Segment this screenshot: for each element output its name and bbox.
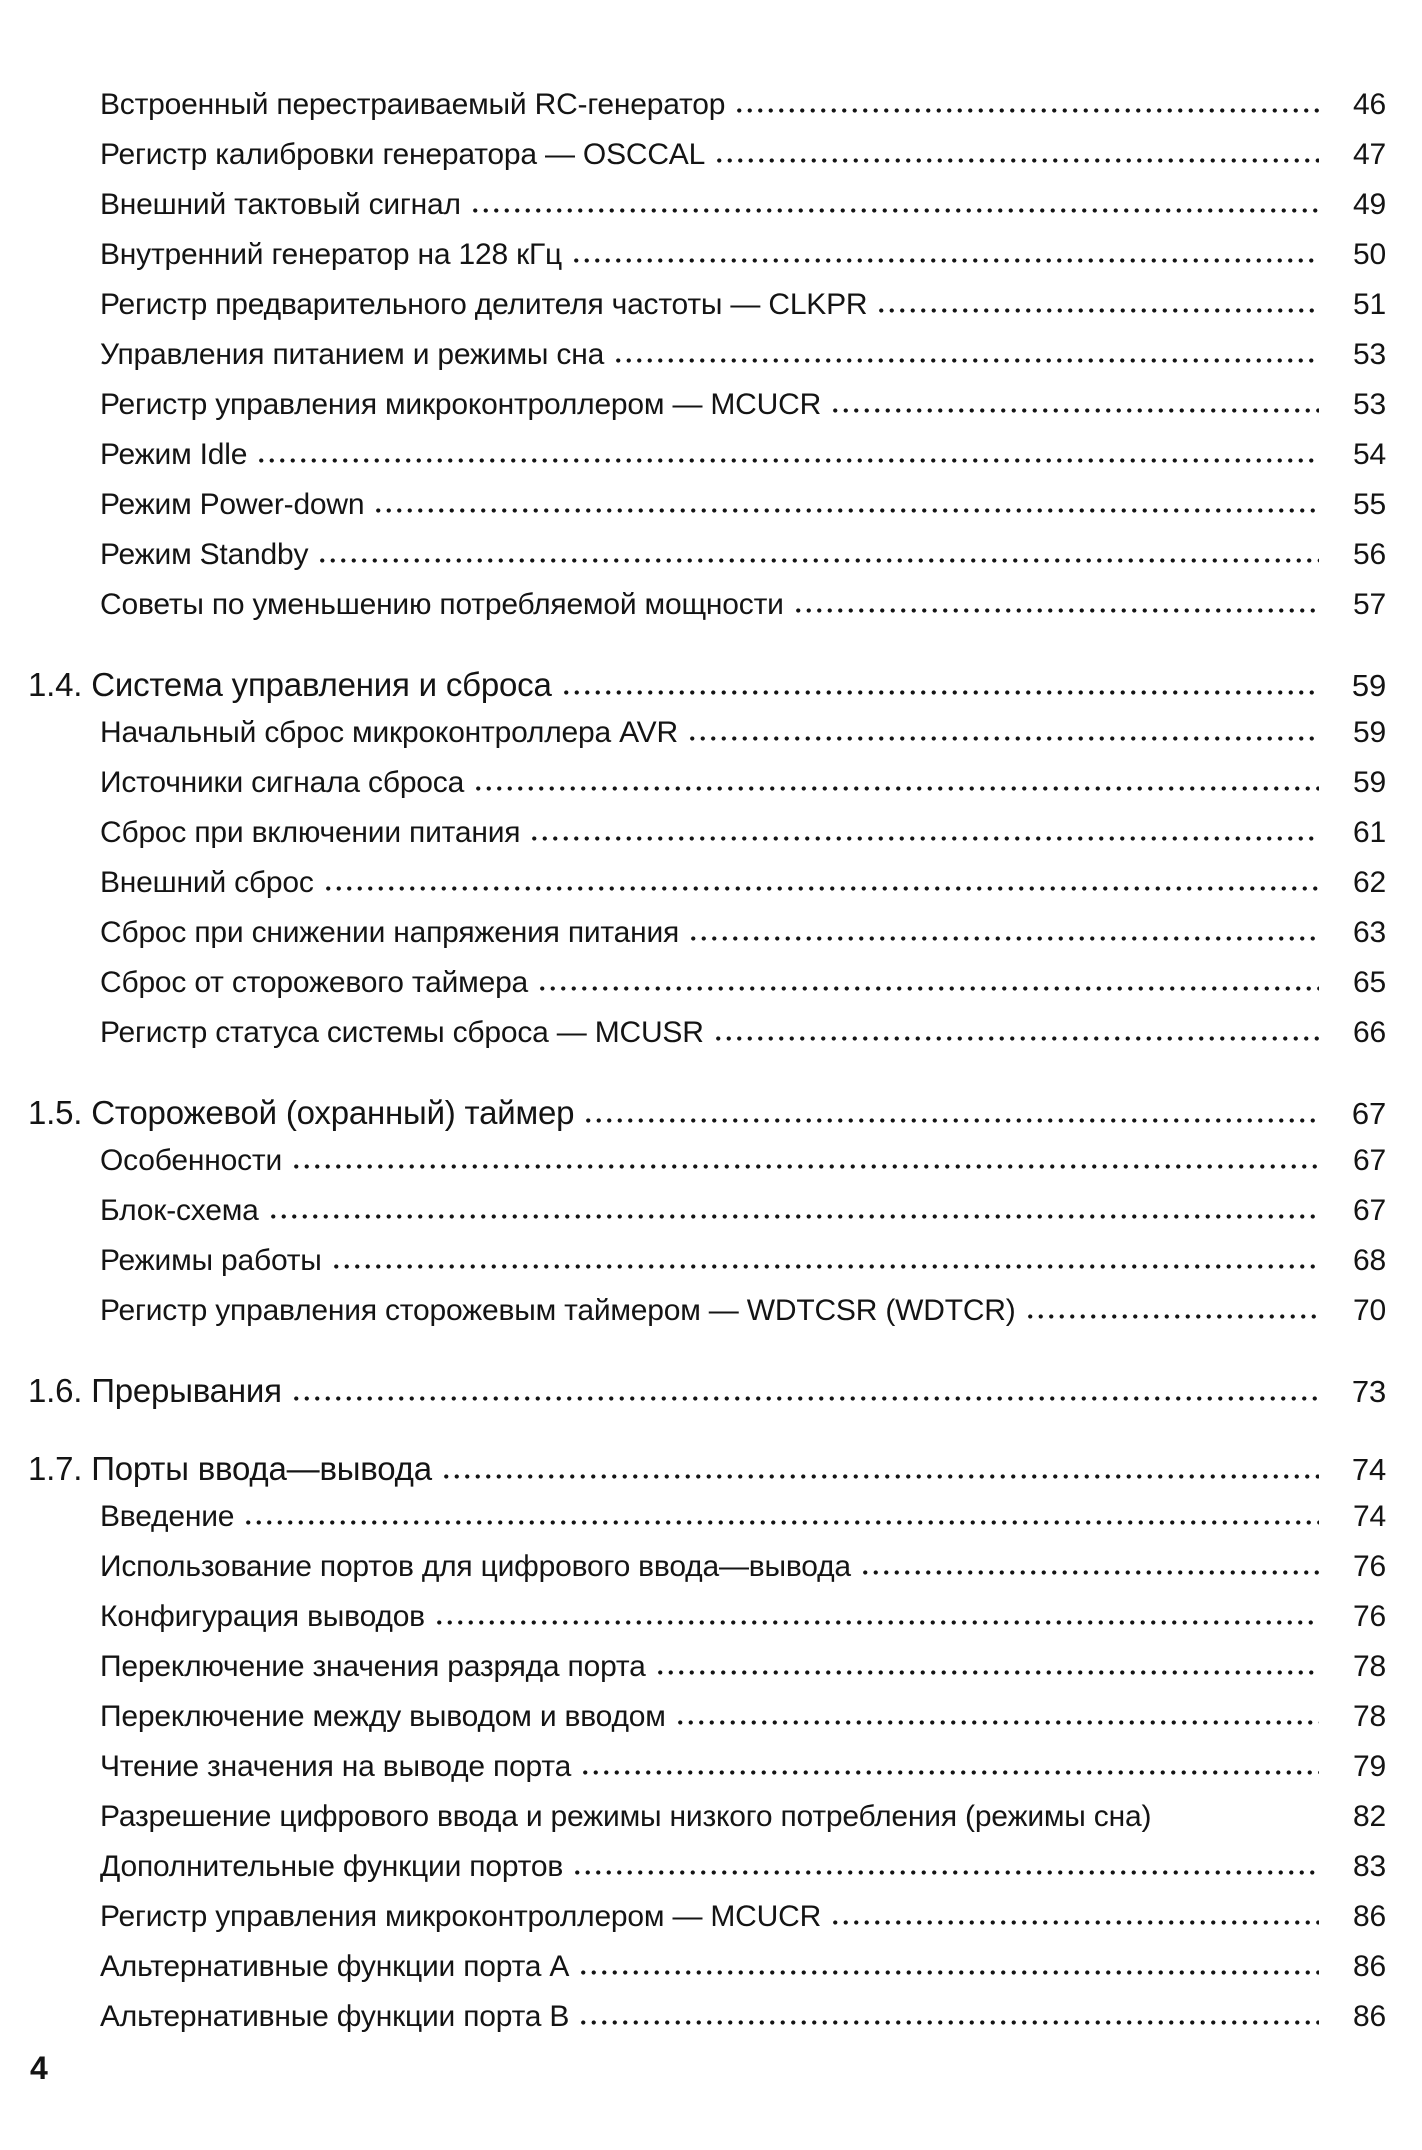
toc-entry xyxy=(0,1294,1386,1344)
toc-entry-page: 76 xyxy=(1353,1600,1386,1633)
toc-entry xyxy=(0,538,1386,588)
dot-leader xyxy=(830,1919,1319,1926)
toc-entry-page: 51 xyxy=(1353,288,1386,321)
toc-entry-page: 53 xyxy=(1353,388,1386,421)
toc-entry-page: 61 xyxy=(1353,816,1386,849)
toc-section-heading xyxy=(0,1372,1386,1422)
toc-entry-page: 78 xyxy=(1353,1700,1386,1733)
toc-entry-page: 47 xyxy=(1353,138,1386,171)
toc-section-heading xyxy=(0,1450,1386,1500)
dot-leader xyxy=(688,935,1319,942)
toc-entry-page: 82 xyxy=(1353,1800,1386,1833)
toc-entry-page: 67 xyxy=(1353,1194,1386,1227)
toc-entry-page: 67 xyxy=(1353,1144,1386,1177)
toc-entry-page: 56 xyxy=(1353,538,1386,571)
toc-entry-label: Альтернативные функции порта В xyxy=(100,2000,570,2033)
toc-section-heading xyxy=(0,1094,1386,1144)
dot-leader xyxy=(561,689,1319,696)
toc-entry-label: Внешний тактовый сигнал xyxy=(100,188,461,221)
toc-entry-page: 67 xyxy=(1351,1096,1386,1131)
toc-entry-page: 55 xyxy=(1353,488,1386,521)
dot-leader xyxy=(268,1213,1319,1220)
dot-leader xyxy=(687,735,1319,742)
page-number-footer: 4 xyxy=(30,2050,48,2086)
toc-section-heading xyxy=(0,666,1386,716)
dot-leader xyxy=(323,885,1319,892)
toc-entry xyxy=(0,1016,1386,1066)
toc-entry-label: Режим Idle xyxy=(100,438,248,471)
dot-leader xyxy=(1025,1313,1319,1320)
toc-entry-page: 46 xyxy=(1353,88,1386,121)
toc-entry-label: Введение xyxy=(100,1500,235,1533)
dot-leader xyxy=(583,1117,1319,1124)
toc-entry xyxy=(0,2000,1386,2050)
toc-entry xyxy=(0,1550,1386,1600)
toc-entry-page: 86 xyxy=(1353,1950,1386,1983)
dot-leader xyxy=(291,1163,1319,1170)
dot-leader xyxy=(793,607,1319,614)
toc-entry xyxy=(0,816,1386,866)
dot-leader xyxy=(675,1719,1319,1726)
toc-entry-page: 62 xyxy=(1353,866,1386,899)
dot-leader xyxy=(714,157,1319,164)
dot-leader xyxy=(876,307,1319,314)
toc-entry-label: Сброс от сторожевого таймера xyxy=(100,966,529,999)
toc-entry-page: 86 xyxy=(1353,1900,1386,1933)
toc-entry-label: Чтение значения на выводе порта xyxy=(100,1750,572,1783)
dot-leader xyxy=(1155,1819,1324,1826)
toc-entry-page: 83 xyxy=(1353,1850,1386,1883)
toc-entry-label: Альтернативные функции порта А xyxy=(100,1950,570,1983)
toc-entry-label: Советы по уменьшению потребляемой мощности xyxy=(100,588,784,621)
toc-entry xyxy=(0,88,1386,138)
toc-entry-label: Встроенный перестраиваемый RC-генератор xyxy=(100,88,726,121)
dot-leader xyxy=(860,1569,1319,1576)
toc-entry-page: 73 xyxy=(1351,1374,1386,1409)
toc-entry-label: 1.7. Порты ввода—вывода xyxy=(28,1450,432,1487)
toc-entry-page: 63 xyxy=(1353,916,1386,949)
toc-entry xyxy=(0,1650,1386,1700)
toc-entry-label: Регистр управления микроконтроллером — MCUCR xyxy=(100,388,822,421)
toc-entry-label: Регистр предварительного делителя частоты — CLKPR xyxy=(100,288,868,321)
toc-entry xyxy=(0,1750,1386,1800)
dot-leader xyxy=(331,1263,1319,1270)
toc-entry-label: Блок-схема xyxy=(100,1194,259,1227)
toc-entry xyxy=(0,1850,1386,1900)
dot-leader xyxy=(655,1669,1319,1676)
toc-entry-label: Конфигурация выводов xyxy=(100,1600,425,1633)
toc-entry xyxy=(0,1500,1386,1550)
dot-leader xyxy=(256,457,1319,464)
toc-entry-label: Переключение между выводом и вводом xyxy=(100,1700,666,1733)
toc-entry-page: 50 xyxy=(1353,238,1386,271)
toc-entry-page: 76 xyxy=(1353,1550,1386,1583)
toc-entry-label: Особенности xyxy=(100,1144,283,1177)
dot-leader xyxy=(537,985,1319,992)
toc-entry-page: 59 xyxy=(1353,766,1386,799)
toc-entry-page: 74 xyxy=(1351,1452,1386,1487)
toc-entry-label: Дополнительные функции портов xyxy=(100,1850,564,1883)
toc-entry xyxy=(0,1800,1386,1850)
dot-leader xyxy=(713,1035,1319,1042)
dot-leader xyxy=(434,1619,1319,1626)
toc-entry xyxy=(0,338,1386,388)
dot-leader xyxy=(317,557,1319,564)
toc-entry-label: Разрешение цифрового ввода и режимы низкого потребления (режимы сна) xyxy=(100,1800,1152,1833)
toc-entry xyxy=(0,766,1386,816)
toc-entry xyxy=(0,288,1386,338)
toc-entry-label: Регистр статуса системы сброса — MCUSR xyxy=(100,1016,704,1049)
dot-leader xyxy=(571,257,1319,264)
dot-leader xyxy=(373,507,1319,514)
dot-leader xyxy=(291,1395,1319,1402)
dot-leader xyxy=(529,835,1319,842)
dot-leader xyxy=(830,407,1319,414)
toc-entry-label: Источники сигнала сброса xyxy=(100,766,465,799)
toc-entry-label: Использование портов для цифрового ввода—вывода xyxy=(100,1550,851,1583)
toc-entry xyxy=(0,1950,1386,2000)
toc-entry-label: 1.6. Прерывания xyxy=(28,1372,282,1409)
toc-entry xyxy=(0,388,1386,438)
dot-leader xyxy=(473,785,1319,792)
dot-leader xyxy=(734,107,1319,114)
toc-entry-label: 1.5. Сторожевой (охранный) таймер xyxy=(28,1094,575,1131)
toc-entry xyxy=(0,1144,1386,1194)
toc-entry-page: 66 xyxy=(1353,1016,1386,1049)
toc-entry xyxy=(0,238,1386,288)
toc-entry-label: Регистр калибровки генератора — OSCCAL xyxy=(100,138,706,171)
toc-entry-label: Сброс при снижении напряжения питания xyxy=(100,916,680,949)
toc-entry-page: 59 xyxy=(1353,716,1386,749)
toc-entry-label: Режим Standby xyxy=(100,538,309,571)
dot-leader xyxy=(578,2019,1319,2026)
toc-entry-page: 49 xyxy=(1353,188,1386,221)
toc-entry-page: 86 xyxy=(1353,2000,1386,2033)
toc-entry xyxy=(0,716,1386,766)
dot-leader xyxy=(572,1869,1319,1876)
toc-entry xyxy=(0,1700,1386,1750)
dot-leader xyxy=(470,207,1319,214)
toc-entry xyxy=(0,188,1386,238)
dot-leader xyxy=(441,1473,1319,1480)
toc-entry xyxy=(0,138,1386,188)
toc-entry-label: Переключение значения разряда порта xyxy=(100,1650,646,1683)
toc-entry-label: Сброс при включении питания xyxy=(100,816,521,849)
toc-entry-page: 65 xyxy=(1353,966,1386,999)
toc-entry-label: Внутренний генератор на 128 кГц xyxy=(100,238,563,271)
toc-entry-page: 53 xyxy=(1353,338,1386,371)
toc-entry-page: 57 xyxy=(1353,588,1386,621)
toc-entry-label: Режимы работы xyxy=(100,1244,322,1277)
dot-leader xyxy=(243,1519,1319,1526)
toc-entry-label: Регистр управления микроконтроллером — MCUCR xyxy=(100,1900,822,1933)
toc-entry-label: 1.4. Система управления и сброса xyxy=(28,666,552,703)
toc-entry xyxy=(0,1900,1386,1950)
toc-entry-page: 70 xyxy=(1353,1294,1386,1327)
toc-entry xyxy=(0,488,1386,538)
toc-entry-label: Начальный сброс микроконтроллера AVR xyxy=(100,716,678,749)
dot-leader xyxy=(580,1769,1319,1776)
toc-entry-label: Режим Power-down xyxy=(100,488,365,521)
toc-entry xyxy=(0,1194,1386,1244)
dot-leader xyxy=(578,1969,1319,1976)
toc-entry-page: 59 xyxy=(1351,668,1386,703)
toc-entry xyxy=(0,588,1386,638)
toc-entry xyxy=(0,916,1386,966)
toc-entry-page: 78 xyxy=(1353,1650,1386,1683)
toc-entry-page: 54 xyxy=(1353,438,1386,471)
toc-entry-label: Управления питанием и режимы сна xyxy=(100,338,605,371)
toc-entry-page: 79 xyxy=(1353,1750,1386,1783)
toc-entry xyxy=(0,438,1386,488)
toc-entry xyxy=(0,966,1386,1016)
toc-entry xyxy=(0,1600,1386,1650)
toc-entry-label: Внешний сброс xyxy=(100,866,314,899)
toc-entry-page: 74 xyxy=(1353,1500,1386,1533)
toc-entry-page: 68 xyxy=(1353,1244,1386,1277)
toc-entry-label: Регистр управления сторожевым таймером — WDTCSR (WDTCR) xyxy=(100,1294,1016,1327)
dot-leader xyxy=(613,357,1319,364)
toc-entry xyxy=(0,866,1386,916)
toc-entry xyxy=(0,1244,1386,1294)
